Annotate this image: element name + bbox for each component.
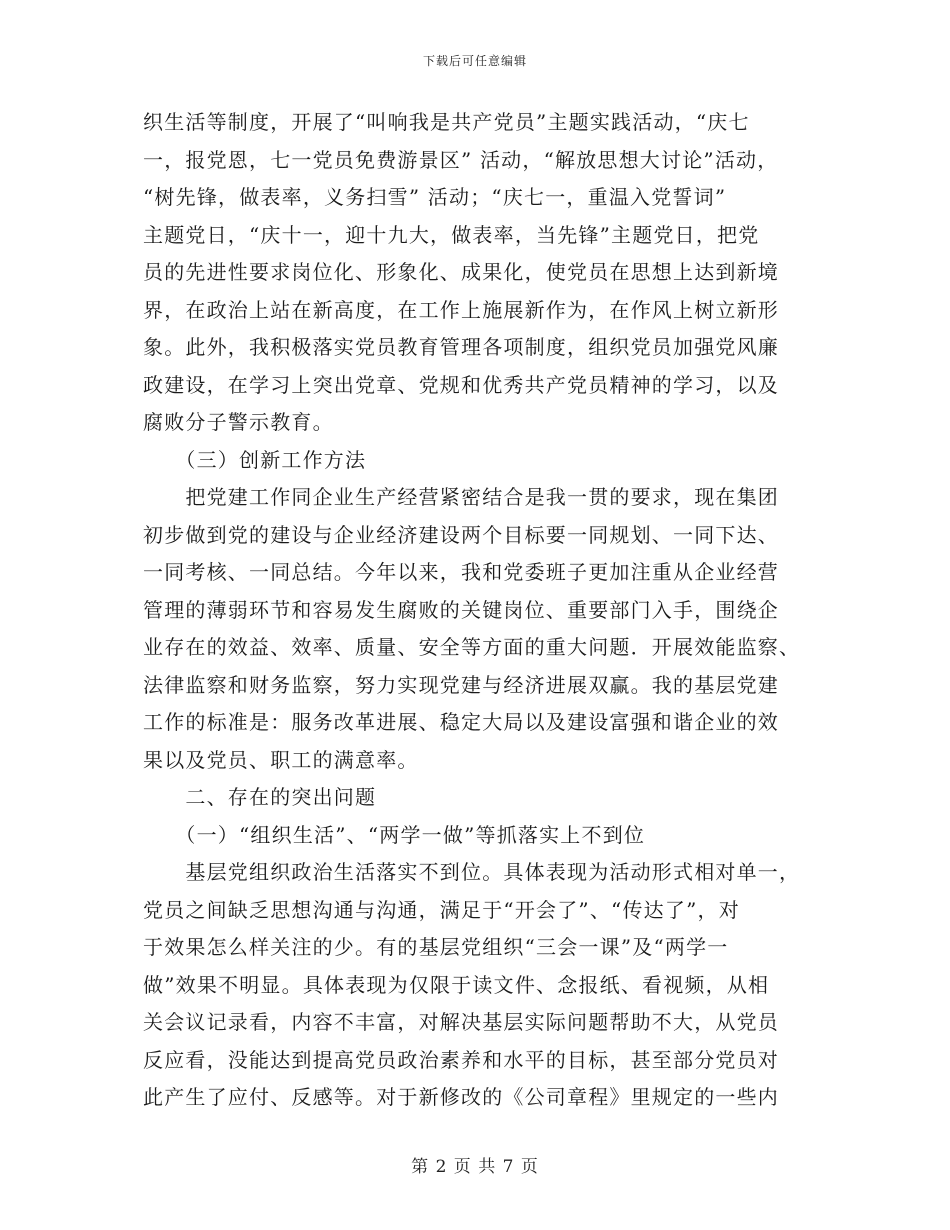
body-line: 关会议记录看，内容不丰富，对解决基层实际问题帮助不大，从党员 xyxy=(143,1010,779,1034)
section-heading: （三）创新工作方法 xyxy=(143,447,367,472)
page-number: 第 2 页 共 7 页 xyxy=(411,1157,539,1177)
body-line: 业存在的效益、效率、质量、安全等方面的重大问题．开展效能监察、 xyxy=(143,635,801,659)
body-line: 一同考核、一同总结。今年以来，我和党委班子更加注重从企业经营 xyxy=(143,560,779,584)
body-line: 象。此外，我积极落实党员教育管理各项制度，组织党员加强党风廉 xyxy=(143,335,779,359)
body-line: 界，在政治上站在新高度，在工作上施展新作为，在作风上树立新形 xyxy=(143,297,779,322)
body-line: 腐败分子警示教育。 xyxy=(143,410,334,434)
body-line: 织生活等制度，开展了“叫响我是共产党员”主题实践活动，“庆七 xyxy=(143,110,750,134)
body-line: 一，报党恩，七一党员免费游景区” 活动，“解放思想大讨论”活动， xyxy=(143,147,779,172)
body-line: 把党建工作同企业生产经营紧密结合是我一贯的要求，现在集团 xyxy=(143,485,779,509)
body-line: “树先锋，做表率，义务扫雪” 活动；“庆七一，重温入党誓词” xyxy=(143,185,727,209)
body-line: 党员之间缺乏思想沟通与沟通，满足于“开会了”、“传达了”，对 xyxy=(143,897,740,922)
body-line: 政建设，在学习上突出党章、党规和优秀共产党员精神的学习，以及 xyxy=(143,372,779,397)
body-line: 员的先进性要求岗位化、形象化、成果化，使党员在思想上达到新境 xyxy=(143,260,779,284)
body-line: 做”效果不明显。具体表现为仅限于读文件、念报纸、看视频，从相 xyxy=(143,972,770,997)
body-line: 果以及党员、职工的满意率。 xyxy=(143,747,419,772)
body-line: 反应看，没能达到提高党员政治素养和水平的目标，甚至部分党员对 xyxy=(143,1047,779,1072)
body-line: 于效果怎么样关注的少。有的基层党组织“三会一课”及“两学一 xyxy=(143,935,729,959)
body-line: 基层党组织政治生活落实不到位。具体表现为活动形式相对单一， xyxy=(143,860,801,884)
body-line: 主题党日，“庆十一，迎十九大，做表率，当先锋”主题党日，把党 xyxy=(143,222,760,247)
body-line: 法律监察和财务监察，努力实现党建与经济进展双赢。我的基层党建 xyxy=(143,672,779,697)
document-body xyxy=(143,104,811,1117)
subsection-heading: （一）“组织生活”、“两学一做”等抓落实上不到位 xyxy=(143,822,646,847)
body-line: 此产生了应付、反感等。对于新修改的《公司章程》里规定的一些内 xyxy=(143,1085,779,1109)
body-line: 初步做到党的建设与企业经济建设两个目标要一同规划、一同下达、 xyxy=(143,522,779,547)
section-heading: 二、存在的突出问题 xyxy=(143,785,377,809)
body-line: 工作的标准是：服务改革进展、稳定大局以及建设富强和谐企业的效 xyxy=(143,710,779,734)
page-header-note: 下载后可任意编辑 xyxy=(422,54,527,68)
body-line: 管理的薄弱环节和容易发生腐败的关键岗位、重要部门入手，围绕企 xyxy=(143,597,779,622)
